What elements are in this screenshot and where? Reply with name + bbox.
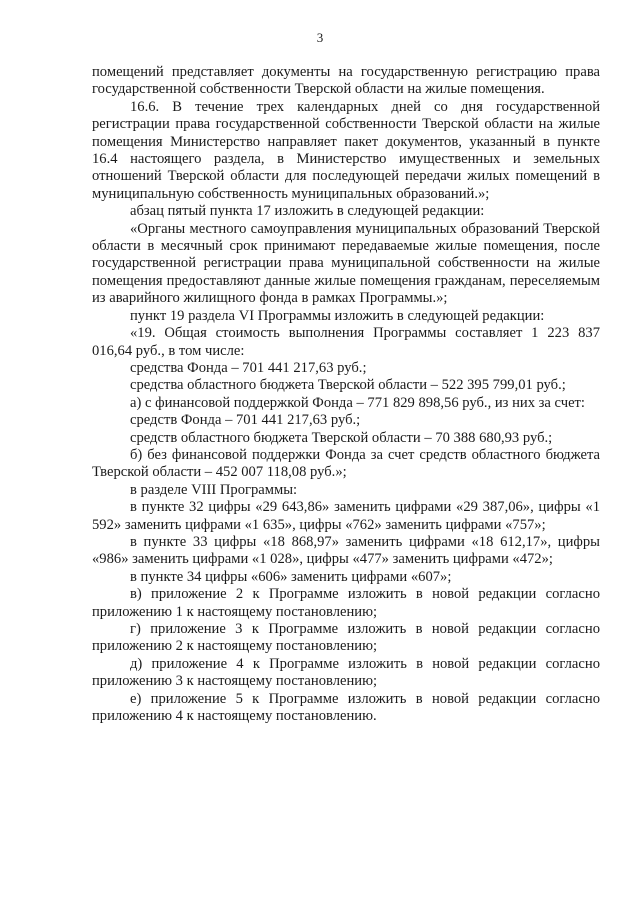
document-body bbox=[92, 64, 600, 725]
paragraph: средств Фонда – 701 441 217,63 руб.; bbox=[130, 412, 361, 429]
page-number: 3 bbox=[316, 30, 324, 45]
paragraph: в пункте 33 цифры «18 868,97» заменить цифрами «18 612,17», цифры «986» заменить цифрами «1 028», цифры «477» заменить цифрами «472»; bbox=[92, 533, 600, 568]
paragraph: б) без финансовой поддержки Фонда за счет средств областного бюджета Тверской области – 452 007 118,08 руб.»; bbox=[92, 446, 600, 481]
paragraph: в пункте 32 цифры «29 643,86» заменить цифрами «29 387,06», цифры «1 592» заменить цифрами «1 635», цифры «762» заменить цифрами «757»; bbox=[92, 499, 600, 533]
paragraph: средств областного бюджета Тверской области – 70 388 680,93 руб.; bbox=[130, 429, 553, 446]
paragraph: е) приложение 5 к Программе изложить в новой редакции согласно приложению 4 к настоящему постановлению. bbox=[92, 690, 600, 725]
paragraph: помещений представляет документы на государственную регистрацию права государственной собственности Тверской области на жилые помещения. bbox=[92, 64, 600, 98]
paragraph: в разделе VIII Программы: bbox=[130, 481, 298, 498]
paragraph: «19. Общая стоимость выполнения Программы составляет 1 223 837 016,64 руб., в том числе: bbox=[92, 325, 600, 359]
paragraph: д) приложение 4 к Программе изложить в новой редакции согласно приложению 3 к настоящему постановлению; bbox=[92, 655, 600, 690]
paragraph: «Органы местного самоуправления муниципальных образований Тверской области в месячный срок принимают передаваемые жилые помещения, после государственной регистрации права муниципальной собственности на жилые помещения предоставляют данные жилые помещения гражданам, переселяемым из аварийного жилищного фонда в рамках Программы.»; bbox=[92, 220, 600, 307]
paragraph: абзац пятый пункта 17 изложить в следующей редакции: bbox=[130, 203, 485, 220]
paragraph: средства Фонда – 701 441 217,63 руб.; bbox=[130, 359, 367, 376]
paragraph: 16.6. В течение трех календарных дней со дня государственной регистрации права государственной собственности Тверской области на жилые помещения Министерство направляет пакет документов, указанный в пункте 16.4 настоящего раздела, в Министерство имущественных и земельных отношений Тверской области для последующей передачи жилых помещений в муниципальную собственность муниципальных образований.»; bbox=[92, 98, 600, 202]
paragraph: в) приложение 2 к Программе изложить в новой редакции согласно приложению 1 к настоящему постановлению; bbox=[92, 586, 600, 620]
paragraph: пункт 19 раздела VI Программы изложить в следующей редакции: bbox=[130, 307, 545, 324]
paragraph: а) с финансовой поддержкой Фонда – 771 829 898,56 руб., из них за счет: bbox=[130, 394, 585, 411]
paragraph: г) приложение 3 к Программе изложить в новой редакции согласно приложению 2 к настоящему постановлению; bbox=[92, 621, 600, 655]
paragraph: средства областного бюджета Тверской области – 522 395 799,01 руб.; bbox=[130, 377, 566, 394]
paragraph: в пункте 34 цифры «606» заменить цифрами «607»; bbox=[130, 568, 452, 585]
